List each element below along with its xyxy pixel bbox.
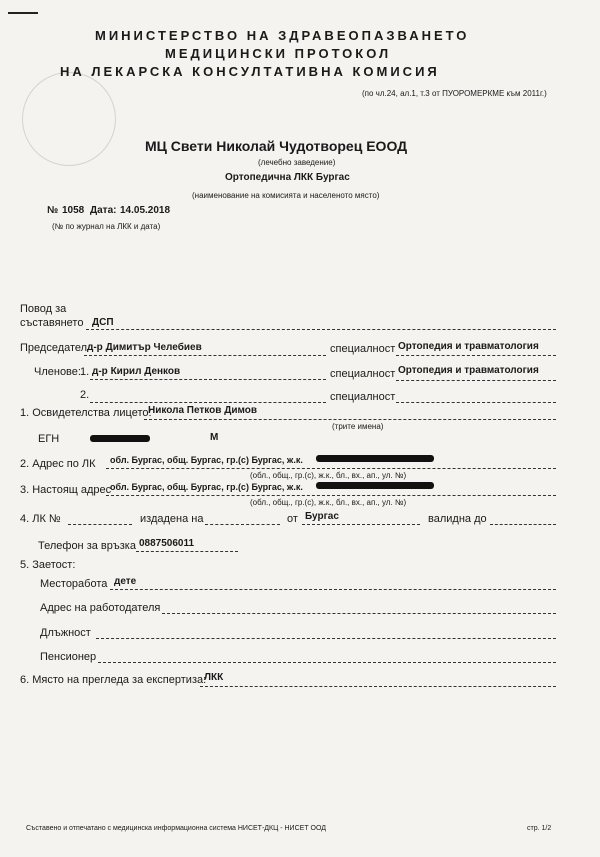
faded-stamp	[22, 72, 116, 166]
member1-number: 1.	[80, 366, 90, 378]
chair-name: д-р Димитър Челебиев	[87, 342, 202, 353]
person-name: Никола Петков Димов	[148, 405, 258, 416]
member2-specialty-label: специалност	[330, 391, 396, 403]
footer-page: стр. 1/2	[527, 825, 552, 832]
address-lk-caption: (обл., общ., гр.(с), ж.к., бл., вх., ап., ул. №)	[250, 471, 407, 480]
address-current-value: обл. Бургас, общ. Бургас, гр.(с) Бургас, ж.к.	[110, 482, 303, 492]
reason-line	[86, 329, 556, 330]
address-lk-value: обл. Бургас, общ. Бургас, гр.(с) Бургас, ж.к.	[110, 455, 303, 465]
egn-label: ЕГН	[38, 433, 60, 445]
member2-number: 2.	[80, 389, 90, 401]
chair-label: Председател	[20, 342, 88, 354]
member1-line	[90, 379, 326, 380]
ministry-title: МИНИСТЕРСТВО НА ЗДРАВЕОПАЗВАНЕТО	[95, 28, 470, 43]
chair-specialty: Ортопедия и травматология	[398, 341, 539, 352]
idcard-issued-label: издадена на	[140, 513, 204, 525]
person-name-caption: (трите имена)	[332, 422, 384, 431]
idcard-from-value: Бургас	[305, 511, 339, 522]
idcard-from-line	[302, 524, 420, 525]
member2-line	[90, 402, 326, 403]
address-current-line	[106, 495, 556, 496]
member2-specialty-line	[396, 402, 556, 403]
chair-specialty-line	[396, 355, 556, 356]
idcard-number-line	[68, 524, 132, 525]
address-lk-line	[106, 468, 556, 469]
exam-label: 6. Място на прегледа за експертиза:	[20, 674, 207, 686]
reason-label-line2: съставянето	[20, 317, 84, 329]
corner-mark	[8, 12, 38, 14]
workplace-value: дете	[114, 576, 137, 587]
reason-value: ДСП	[92, 317, 114, 328]
member1-specialty-label: специалност	[330, 368, 396, 380]
journal-number-label: №	[47, 205, 59, 216]
employer-line	[162, 613, 556, 614]
member1-specialty: Ортопедия и травматология	[398, 365, 539, 376]
egn-redacted	[90, 435, 150, 442]
pensioner-line	[98, 662, 556, 663]
idcard-valid-label: валидна до	[428, 513, 487, 525]
journal-number: 1058	[62, 205, 85, 216]
employer-label: Адрес на работодателя	[40, 602, 161, 614]
chair-specialty-label: специалност	[330, 343, 396, 355]
phone-value: 0887506011	[139, 538, 195, 549]
idcard-valid-line	[490, 524, 556, 525]
member1-name: д-р Кирил Денков	[92, 366, 181, 377]
workplace-line	[110, 589, 556, 590]
address-lk-redacted	[316, 455, 434, 462]
legal-reference: (по чл.24, ал.1, т.3 от ПУОРОМЕРКМЕ към 2011г.)	[362, 89, 547, 98]
person-line	[144, 419, 556, 420]
commission-caption: (наименование на комисията и населеното място)	[192, 191, 380, 200]
member1-specialty-line	[396, 380, 556, 381]
phone-line	[136, 551, 238, 552]
journal-caption: (№ по журнал на ЛКК и дата)	[52, 222, 161, 231]
journal-date-label: Дата:	[90, 205, 117, 216]
commission-title: НА ЛЕКАРСКА КОНСУЛТАТИВНА КОМИСИЯ	[60, 64, 440, 79]
journal-date: 14.05.2018	[120, 205, 171, 216]
position-label: Длъжност	[40, 627, 91, 639]
idcard-label: 4. ЛК №	[20, 513, 61, 525]
phone-label: Телефон за връзка	[38, 540, 136, 552]
sex-value: М	[210, 432, 219, 443]
pensioner-label: Пенсионер	[40, 651, 97, 663]
person-label: 1. Освидетелства лицето:	[20, 407, 152, 419]
position-line	[96, 638, 556, 639]
address-lk-label: 2. Адрес по ЛК	[20, 458, 96, 470]
employment-label: 5. Заетост:	[20, 559, 76, 571]
workplace-label: Месторабота	[40, 578, 108, 590]
protocol-title: МЕДИЦИНСКИ ПРОТОКОЛ	[165, 46, 392, 61]
idcard-from-label: от	[287, 513, 298, 525]
reason-label-line1: Повод за	[20, 303, 67, 315]
chair-line	[84, 355, 326, 356]
commission-name: Ортопедична ЛКК Бургас	[225, 172, 350, 183]
members-label: Членове:	[34, 366, 81, 378]
address-current-redacted	[316, 482, 434, 489]
idcard-issued-line	[205, 524, 280, 525]
footer-system: Съставено и отпечатано с медицинска информационна система НИСЕТ-ДКЦ - НИСЕТ ООД	[26, 825, 327, 832]
exam-line	[200, 686, 556, 687]
address-current-label: 3. Настоящ адрес	[20, 484, 112, 496]
institution-caption: (лечебно заведение)	[258, 158, 336, 167]
exam-value: ЛКК	[204, 672, 224, 683]
address-current-caption: (обл., общ., гр.(с), ж.к., бл., вх., ап., ул. №)	[250, 498, 407, 507]
institution-name: МЦ Свети Николай Чудотворец ЕООД	[145, 138, 408, 154]
